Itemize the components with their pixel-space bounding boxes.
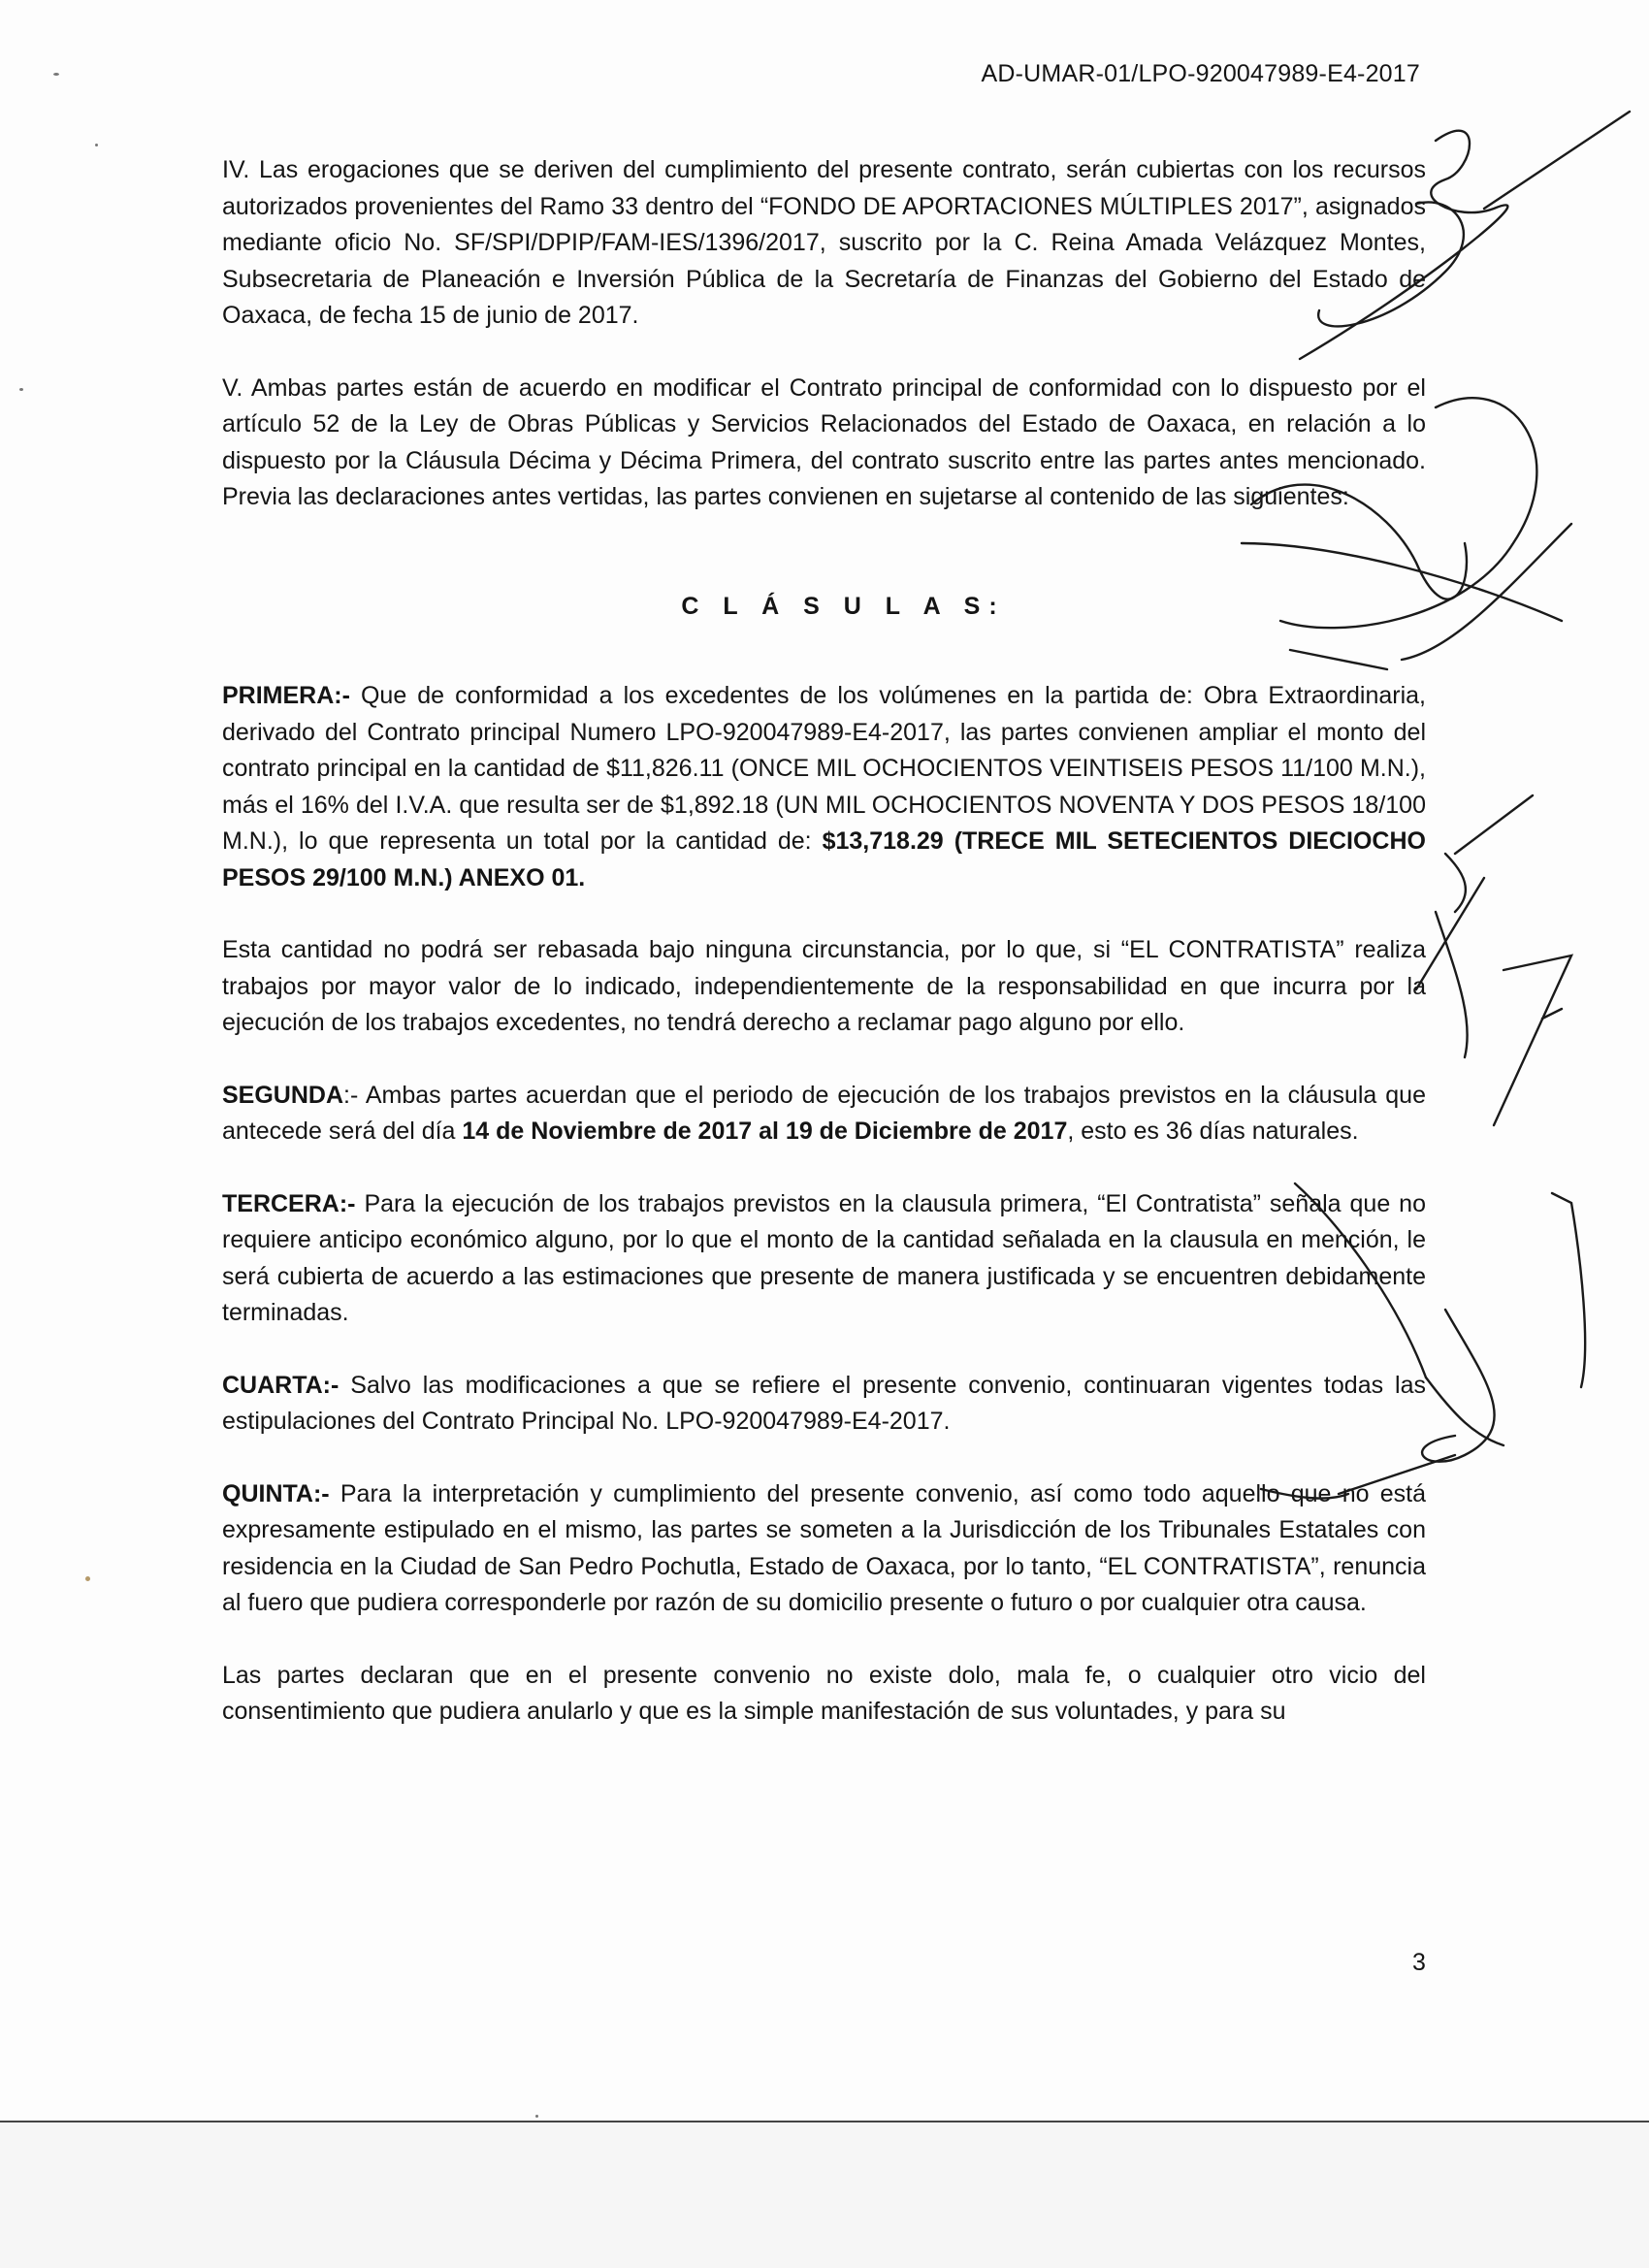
paragraph-final: Las partes declaran que en el presente convenio no existe dolo, mala fe, o cualquier otro vicio del consentimiento que pudiera anularlo y que es la simple manifestación de sus voluntades, y para su (222, 1661, 1426, 1725)
clause-quinta-label: QUINTA:- (222, 1479, 330, 1507)
scan-margin (0, 2122, 1649, 2268)
clause-primera-text: Que de conformidad a los excedentes de los volúmenes en la partida de: Obra Extraordinaria, derivado del Contrato principal Numero LPO-920047989-E4-2017, las partes convienen ampliar el monto del contrato principal en la cantidad de $11,826.11 (ONCE MIL OCHOCIENTOS VEINTISEIS PESOS 11/100 M.N.), más el 16% del I.V.A. que resulta ser de $1,892.18 (UN MIL OCHOCIENTOS NOVENTA Y DOS PESOS 18/100 M.N.), lo que representa un total por la cantidad de: (222, 682, 1426, 855)
page-number: 3 (1412, 1949, 1426, 1976)
clause-tercera-label: TERCERA:- (222, 1189, 356, 1217)
clause-cuarta-text: Salvo las modificaciones a que se refiere el presente convenio, continuaran vigentes todas las estipulaciones del Contrato Principal No. LPO-920047989-E4-2017. (222, 1371, 1426, 1435)
clause-quinta (222, 1476, 1426, 1622)
clause-primera-label: PRIMERA:- (222, 682, 350, 709)
clause-primera-amount: $13,718.29 (TRECE MIL SETECIENTOS DIECIOCHO PESOS 29/100 M.N.) ANEXO 01. (222, 827, 1426, 891)
paragraph-iv-text-c: suscrito por la C. Reina Amada Velázquez Montes, Subsecretaria de Planeación e Inversión Pública de la Secretaría de Finanzas del Gobierno del Estado de Oaxaca, de fecha 15 de junio de 2017. (222, 229, 1426, 329)
clause-segunda-text: :- Ambas partes acuerdan que el periodo de ejecución de los trabajos previstos en la cláusula que antecede será del día (222, 1081, 1426, 1145)
scan-speck (95, 144, 98, 146)
scan-speck (53, 73, 59, 76)
document-reference: AD-UMAR-01/LPO-920047989-E4-2017 (981, 60, 1420, 87)
clause-cuarta (222, 1368, 1426, 1441)
paragraph-v: V. Ambas partes están de acuerdo en modificar el Contrato principal de conformidad con lo dispuesto por el artículo 52 de la Ley de Obras Públicas y Servicios Relacionados del Estado de Oaxaca, en relación a lo dispuesto por la Cláusula Décima y Décima Primera, del contrato suscrito entre las partes antes mencionado. Previa las declaraciones antes vertidas, las partes convienen en sujetarse al contenido de las siguientes: (222, 373, 1426, 510)
clause-primera (222, 678, 1426, 896)
clause-cuarta-label: CUARTA:- (222, 1371, 340, 1399)
clausulas-title: C L Á S U L A S: (681, 592, 1006, 620)
scan-speck (535, 2115, 538, 2118)
clause-tercera (222, 1186, 1426, 1332)
clause-segunda-label: SEGUNDA (222, 1081, 344, 1109)
clause-tercera-text: Para la ejecución de los trabajos previstos en la clausula primera, “El Contratista” señala que no requiere anticipo económico alguno, por lo que el monto de la cantidad señalada en la clausula en mención, le será cubierta de acuerdo a las estimaciones que presente de manera justificada y se encuentren debidamente terminadas. (222, 1189, 1426, 1326)
scan-speck (19, 388, 23, 391)
paragraph-limit: Esta cantidad no podrá ser rebasada bajo ninguna circunstancia, por lo que, si “EL CONTRATISTA” realiza trabajos por mayor valor de lo indicado, independientemente de la responsabilidad en que incurra por la ejecución de los trabajos excedentes, no tendrá derecho a reclamar pago alguno por ello. (222, 936, 1426, 1036)
scan-speck (85, 1576, 90, 1581)
paragraph-iv-text-a: IV. Las erogaciones que se deriven del cumplimiento del presente contrato, serán cubiertas con los recursos autorizados provenientes del Ramo 33 dentro del “FONDO DE APORTACIONES MÚLTIPLES 2017”, (222, 156, 1426, 220)
document-body (222, 152, 1426, 1731)
clause-quinta-text: Para la interpretación y cumplimiento del presente convenio, así como todo aquello que no está expresamente estipulado en el mismo, las partes se someten a la Jurisdicción de los Tribunales Estatales con residencia en la Ciudad de San Pedro Pochutla, Estado de Oaxaca, por lo tanto, “EL CONTRATISTA”, renuncia al fuero que pudiera corresponderle por razón de su domicilio presente o futuro o por cualquier otra causa. (222, 1479, 1426, 1616)
paragraph-iv-text-b: asignados mediante oficio No. SF/SPI/DPIP/FAM-IES/1396/2017, (222, 192, 1426, 256)
clause-segunda-period: 14 de Noviembre de 2017 al 19 de Diciembre de 2017 (462, 1118, 1068, 1145)
paragraph-iv (222, 152, 1426, 335)
clause-segunda (222, 1078, 1426, 1150)
clause-segunda-tail: , esto es 36 días naturales. (1067, 1118, 1359, 1145)
